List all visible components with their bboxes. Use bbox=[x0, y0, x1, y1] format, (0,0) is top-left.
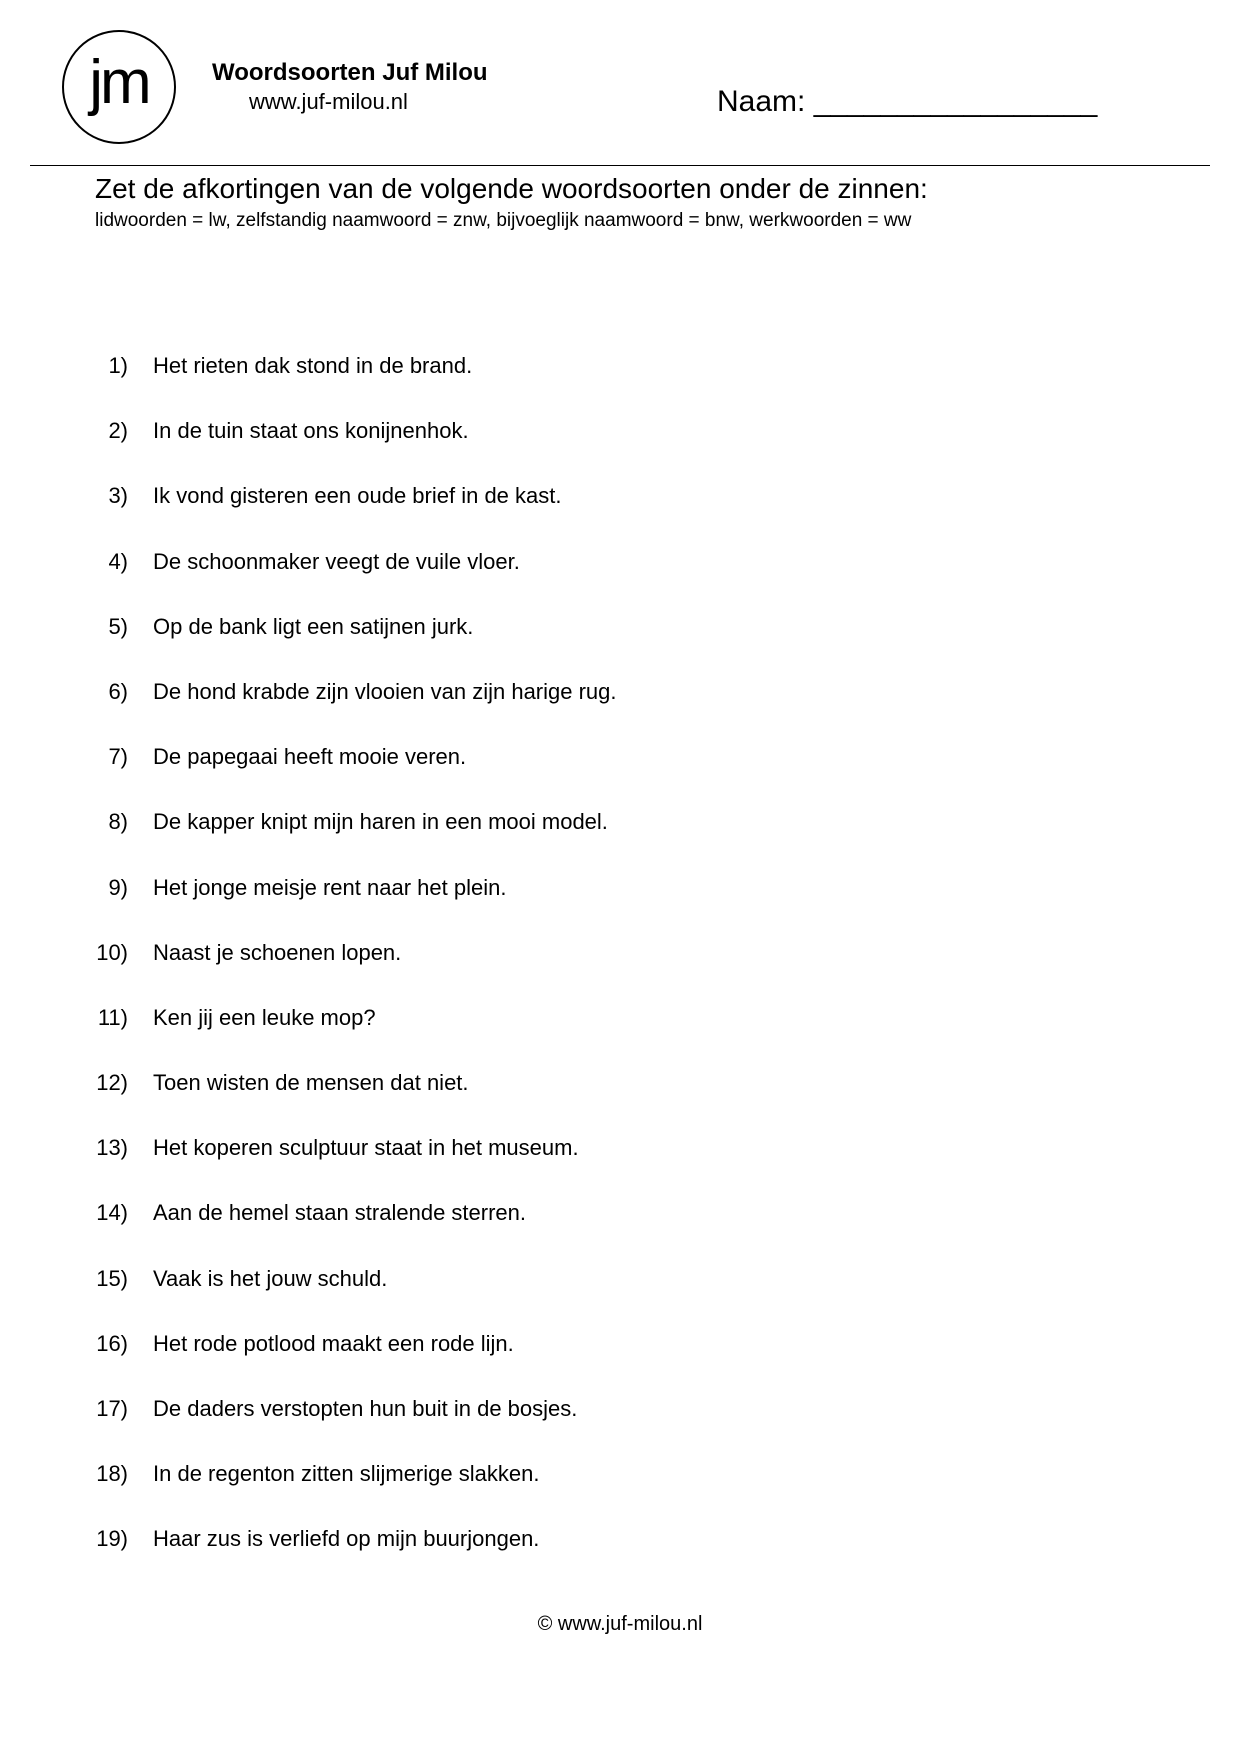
exercise-number: 12) bbox=[96, 1070, 128, 1096]
name-field: Naam: _________________ bbox=[717, 85, 1098, 118]
header-divider bbox=[30, 165, 1210, 166]
exercise-number: 1) bbox=[108, 353, 128, 378]
exercise-list bbox=[0, 352, 1240, 1591]
exercise-number: 5) bbox=[108, 613, 128, 639]
exercise-item bbox=[0, 874, 1240, 939]
exercise-number: 7) bbox=[108, 744, 128, 770]
exercise-item bbox=[0, 678, 1240, 743]
exercise-sentence: Het rode potlood maakt een rode lijn. bbox=[153, 1330, 514, 1356]
exercise-number: 8) bbox=[108, 809, 128, 835]
exercise-item bbox=[0, 417, 1240, 482]
exercise-sentence: Op de bank ligt een satijnen jurk. bbox=[153, 613, 474, 639]
exercise-sentence: Haar zus is verliefd op mijn buurjongen. bbox=[153, 1526, 540, 1552]
abbreviation-legend: lidwoorden = lw, zelfstandig naamwoord = znw, bijvoeglijk naamwoord = bnw, werkwoorden = ww bbox=[95, 210, 912, 231]
exercise-item bbox=[0, 1525, 1240, 1590]
site-url: www.juf-milou.nl bbox=[249, 89, 408, 114]
exercise-number: 17) bbox=[96, 1396, 128, 1421]
exercise-number: 13) bbox=[96, 1135, 128, 1161]
logo-text: jm bbox=[89, 48, 149, 117]
instruction-title: Zet de afkortingen van de volgende woordsoorten onder de zinnen: bbox=[95, 173, 928, 204]
exercise-number: 15) bbox=[96, 1265, 128, 1291]
exercise-item bbox=[0, 743, 1240, 808]
exercise-item bbox=[0, 548, 1240, 613]
exercise-number: 9) bbox=[108, 874, 128, 900]
exercise-sentence: In de regenton zitten slijmerige slakken. bbox=[153, 1461, 540, 1487]
exercise-number: 6) bbox=[108, 678, 128, 704]
exercise-number: 19) bbox=[96, 1526, 128, 1552]
exercise-sentence: Het rieten dak stond in de brand. bbox=[153, 353, 473, 378]
exercise-number: 2) bbox=[108, 418, 128, 444]
site-title: Woordsoorten Juf Milou bbox=[212, 59, 488, 86]
exercise-sentence: Naast je schoenen lopen. bbox=[153, 939, 402, 965]
exercise-number: 18) bbox=[96, 1461, 128, 1487]
exercise-sentence: Vaak is het jouw schuld. bbox=[153, 1265, 388, 1291]
exercise-item bbox=[0, 1004, 1240, 1069]
exercise-item bbox=[0, 1330, 1240, 1395]
exercise-item bbox=[0, 1069, 1240, 1134]
exercise-item bbox=[0, 808, 1240, 873]
exercise-item bbox=[0, 1460, 1240, 1525]
exercise-item bbox=[0, 1395, 1240, 1460]
exercise-sentence: De papegaai heeft mooie veren. bbox=[153, 744, 467, 770]
exercise-number: 11) bbox=[97, 1004, 128, 1030]
exercise-number: 14) bbox=[96, 1200, 128, 1226]
exercise-sentence: Het jonge meisje rent naar het plein. bbox=[153, 874, 507, 900]
exercise-sentence: De schoonmaker veegt de vuile vloer. bbox=[153, 548, 520, 574]
exercise-item bbox=[0, 482, 1240, 547]
exercise-item bbox=[0, 1199, 1240, 1264]
exercise-sentence: Toen wisten de mensen dat niet. bbox=[153, 1070, 469, 1096]
exercise-sentence: De kapper knipt mijn haren in een mooi model. bbox=[153, 809, 608, 835]
exercise-number: 4) bbox=[108, 548, 128, 574]
exercise-sentence: Ken jij een leuke mop? bbox=[153, 1004, 376, 1030]
logo bbox=[62, 30, 176, 144]
exercise-sentence: Het koperen sculptuur staat in het museum. bbox=[153, 1135, 579, 1161]
exercise-number: 10) bbox=[96, 939, 128, 965]
exercise-sentence: Ik vond gisteren een oude brief in de kast. bbox=[153, 483, 562, 509]
footer-copyright: © www.juf-milou.nl bbox=[537, 1613, 703, 1635]
exercise-item bbox=[0, 1265, 1240, 1330]
exercise-number: 16) bbox=[96, 1330, 128, 1356]
exercise-item bbox=[0, 352, 1240, 417]
exercise-item bbox=[0, 613, 1240, 678]
exercise-sentence: De hond krabde zijn vlooien van zijn harige rug. bbox=[153, 678, 617, 704]
exercise-sentence: De daders verstopten hun buit in de bosjes. bbox=[153, 1396, 578, 1421]
exercise-item bbox=[0, 1134, 1240, 1199]
exercise-item bbox=[0, 939, 1240, 1004]
exercise-number: 3) bbox=[108, 483, 128, 509]
exercise-sentence: Aan de hemel staan stralende sterren. bbox=[153, 1200, 527, 1226]
exercise-sentence: In de tuin staat ons konijnenhok. bbox=[153, 418, 469, 444]
